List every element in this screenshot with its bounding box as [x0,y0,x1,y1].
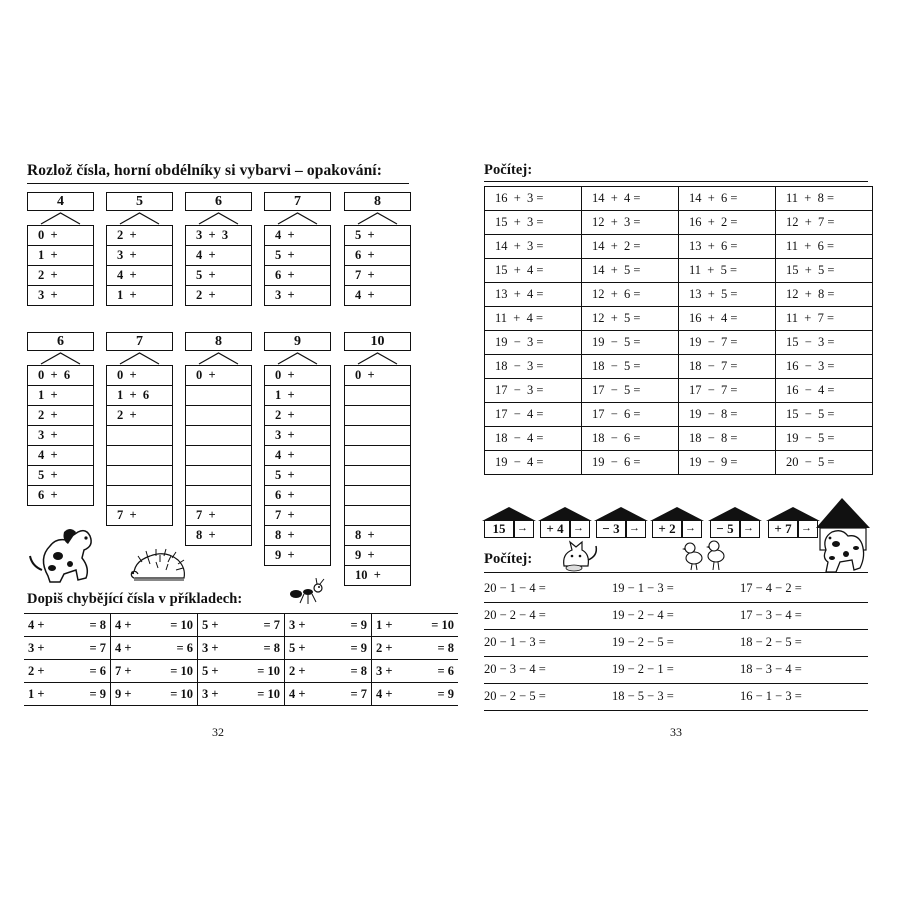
missing-left: 2 + [28,663,45,678]
arrow-icon: → [743,522,754,534]
missing-right: = 7 [89,640,106,655]
grid-cell[interactable]: 12 + 5 = [582,307,679,331]
missing-right: = 8 [437,640,454,655]
missing-cell[interactable] [198,614,285,637]
decomposition-cell[interactable]: 1 + [28,246,93,266]
missing-numbers-title: Dopiš chybějící čísla v příkladech: [27,591,243,607]
decomposition-cell[interactable] [186,486,251,506]
hedgehog-illustration [128,548,190,586]
decomposition-cells [27,225,94,306]
missing-right: = 10 [257,686,280,701]
right-title2-underline [484,572,868,573]
decomposition-house [106,332,173,526]
missing-left: 7 + [115,663,132,678]
decomposition-cell[interactable]: 6 + [265,486,330,506]
decomposition-cell[interactable]: 7 + [265,506,330,526]
cat-illustration [558,536,602,574]
decomposition-cell[interactable]: 1 + [107,286,172,306]
grid-cell[interactable]: 12 + 6 = [582,283,679,307]
grid-cell[interactable]: 12 + 7 = [776,211,873,235]
decomposition-cell[interactable]: 7 + [107,506,172,526]
decomposition-cell[interactable]: 0 + [265,366,330,386]
page-number-right: 33 [670,725,682,739]
house-number: 6 [185,192,252,211]
grid-cell[interactable]: 17 − 6 = [582,403,679,427]
missing-left: 5 + [289,640,306,655]
house-number: 10 [344,332,411,351]
decomposition-cells [106,365,173,526]
missing-cell[interactable] [24,637,111,660]
missing-right: = 9 [350,617,367,632]
missing-right: = 7 [350,686,367,701]
missing-left: 4 + [115,640,132,655]
arrow-icon: → [629,522,640,534]
decomposition-house [185,332,252,546]
grid-cell[interactable]: 18 − 7 = [679,355,776,379]
missing-right: = 10 [431,617,454,632]
missing-cell[interactable] [24,683,111,706]
decomposition-cell[interactable]: 2 + [28,266,93,286]
missing-left: 3 + [28,640,45,655]
decomposition-cell[interactable]: 3 + [28,286,93,306]
right-page-title: Počítej: [484,162,533,178]
missing-cell[interactable] [285,683,372,706]
arrow-icon: → [801,522,812,534]
split-chevron [106,351,173,365]
missing-left: 1 + [28,686,45,701]
grid-cell[interactable]: 12 + 8 = [776,283,873,307]
grid-cell[interactable]: 16 + 3 = [485,187,582,211]
decomposition-cell[interactable]: 2 + [186,286,251,306]
missing-right: = 6 [176,640,193,655]
train-operation: + 7 [768,520,798,538]
missing-left: 9 + [115,686,132,701]
grid-cell[interactable]: 18 − 3 = [485,355,582,379]
exercise-item[interactable]: 20 − 1 − 4 = [484,581,546,595]
decomposition-cell[interactable]: 8 + [345,526,410,546]
train-operation: − 3 [596,520,626,538]
missing-cell[interactable] [372,683,459,706]
missing-right: = 6 [89,663,106,678]
house-number: 5 [106,192,173,211]
missing-right: = 10 [170,663,193,678]
grid-cell[interactable]: 19 − 8 = [679,403,776,427]
decomposition-cell[interactable]: 0 + [186,366,251,386]
train-operation: − 5 [710,520,740,538]
missing-cell[interactable] [285,660,372,683]
decomposition-cell[interactable]: 5 + [265,466,330,486]
decomposition-cell[interactable]: 9 + [345,546,410,566]
split-chevron [344,211,411,225]
grid-cell[interactable]: 12 + 3 = [582,211,679,235]
decomposition-cell[interactable]: 0 + [345,366,410,386]
train-operation: + 2 [652,520,682,538]
decomposition-cell[interactable] [186,406,251,426]
decomposition-cells [264,365,331,566]
grid-cell[interactable]: 18 − 5 = [582,355,679,379]
split-chevron [185,351,252,365]
grid-cell[interactable]: 13 + 4 = [485,283,582,307]
missing-numbers-table [24,613,458,706]
exercise-item[interactable]: 16 − 1 − 3 = [740,689,802,703]
missing-row [24,614,458,637]
exercise-item[interactable]: 20 − 2 − 4 = [484,608,546,622]
decomposition-cell[interactable] [345,486,410,506]
decomposition-cells [106,225,173,306]
grid-cell[interactable]: 19 − 5 = [582,331,679,355]
missing-left: 5 + [202,617,219,632]
decomposition-cell[interactable]: 4 + [107,266,172,286]
decomposition-cell[interactable]: 7 + [186,506,251,526]
grid-cell[interactable]: 15 − 5 = [776,403,873,427]
missing-right: = 9 [89,686,106,701]
split-chevron [185,211,252,225]
decomposition-cell[interactable] [186,426,251,446]
exercise-item[interactable]: 19 − 2 − 4 = [612,608,674,622]
house-number: 8 [185,332,252,351]
grid-cell[interactable]: 19 − 7 = [679,331,776,355]
decomposition-cell[interactable] [186,446,251,466]
decomposition-cell[interactable]: 6 + [28,486,93,506]
missing-right: = 10 [170,617,193,632]
grid-cell[interactable]: 11 + 4 = [485,307,582,331]
arrow-icon: → [685,522,696,534]
decomposition-cell[interactable]: 9 + [265,546,330,566]
grid-row [485,379,873,403]
grid-cell[interactable]: 16 + 4 = [679,307,776,331]
decomposition-cell[interactable] [107,446,172,466]
decomposition-cell[interactable] [345,506,410,526]
grid-cell[interactable]: 14 + 2 = [582,235,679,259]
exercise-row [484,603,868,630]
exercise-item[interactable]: 20 − 2 − 5 = [484,689,546,703]
house-number: 7 [264,192,331,211]
exercise-item[interactable]: 20 − 3 − 4 = [484,662,546,676]
grid-cell[interactable]: 18 − 8 = [679,427,776,451]
decomposition-cell[interactable]: 10 + [345,566,410,586]
decomposition-cell[interactable]: 3 + [265,426,330,446]
decomposition-cell[interactable]: 3 + [28,426,93,446]
missing-left: 3 + [202,640,219,655]
grid-row [485,403,873,427]
missing-cell[interactable] [111,660,198,683]
page-number-left: 32 [212,725,224,739]
missing-cell[interactable] [372,614,459,637]
decomposition-cell[interactable] [107,426,172,446]
split-chevron [106,211,173,225]
arrow-icon: → [573,522,584,534]
missing-left: 4 + [115,617,132,632]
grid-cell[interactable]: 17 − 5 = [582,379,679,403]
decomposition-cell[interactable]: 5 + [186,266,251,286]
decomposition-house [27,332,94,506]
missing-left: 3 + [376,663,393,678]
decomposition-cell[interactable] [186,466,251,486]
missing-cell[interactable] [285,637,372,660]
exercise-item[interactable]: 18 − 3 − 4 = [740,662,802,676]
missing-right: = 8 [89,617,106,632]
decomposition-house [344,192,411,306]
decomposition-cell[interactable]: 3 + 3 [186,226,251,246]
exercise-item[interactable]: 18 − 5 − 3 = [612,689,674,703]
split-chevron [264,351,331,365]
exercise-row [484,576,868,603]
train-operation: 15 [484,520,514,538]
grid-cell[interactable]: 20 − 5 = [776,451,873,475]
missing-left: 1 + [376,617,393,632]
decomposition-cell[interactable]: 4 + [28,446,93,466]
decomposition-cell[interactable]: 6 + [265,266,330,286]
decomposition-cell[interactable]: 4 + [186,246,251,266]
missing-cell[interactable] [198,683,285,706]
exercise-row [484,657,868,684]
decomposition-cell[interactable]: 2 + [107,226,172,246]
dog-illustration [20,518,100,586]
decomposition-cells [344,225,411,306]
missing-right: = 10 [257,663,280,678]
chicks-illustration [680,536,730,574]
split-chevron [27,351,94,365]
grid-cell[interactable]: 14 + 6 = [679,187,776,211]
missing-right: = 9 [350,640,367,655]
decomposition-cell[interactable] [107,486,172,506]
grid-row [485,235,873,259]
grid-cell[interactable]: 13 + 5 = [679,283,776,307]
decomposition-cell[interactable]: 3 + [107,246,172,266]
arrow-icon: → [517,522,528,534]
grid-cell[interactable]: 14 + 4 = [582,187,679,211]
decomposition-cell[interactable] [107,466,172,486]
split-chevron [264,211,331,225]
missing-left: 2 + [376,640,393,655]
missing-cell[interactable] [111,637,198,660]
decomposition-cell[interactable] [345,426,410,446]
grid-cell[interactable]: 19 − 3 = [485,331,582,355]
missing-right: = 6 [437,663,454,678]
missing-left: 3 + [289,617,306,632]
grid-cell[interactable]: 11 + 7 = [776,307,873,331]
addition-subtraction-grid [484,186,873,475]
exercise-item[interactable]: 19 − 1 − 3 = [612,581,674,595]
grid-cell[interactable]: 19 − 4 = [485,451,582,475]
grid-cell[interactable]: 16 − 4 = [776,379,873,403]
grid-cell[interactable]: 14 + 3 = [485,235,582,259]
decomposition-cell[interactable]: 0 + 6 [28,366,93,386]
missing-cell[interactable] [24,660,111,683]
grid-cell[interactable]: 17 − 4 = [485,403,582,427]
grid-row [485,331,873,355]
grid-cell[interactable]: 19 − 5 = [776,427,873,451]
missing-cell[interactable] [111,683,198,706]
grid-row [485,355,873,379]
grid-cell[interactable]: 11 + 8 = [776,187,873,211]
missing-left: 2 + [289,663,306,678]
decomposition-cell[interactable]: 7 + [345,266,410,286]
grid-cell[interactable]: 11 + 5 = [679,259,776,283]
house-number: 4 [27,192,94,211]
left-title-underline [27,183,409,184]
exercise-item[interactable]: 17 − 4 − 2 = [740,581,802,595]
grid-cell[interactable]: 16 + 2 = [679,211,776,235]
grid-row [485,427,873,451]
decomposition-cell[interactable]: 0 + [28,226,93,246]
grid-row [485,259,873,283]
train-operation: + 4 [540,520,570,538]
decomposition-cell[interactable] [186,386,251,406]
grid-cell[interactable]: 19 − 9 = [679,451,776,475]
decomposition-house [106,192,173,306]
grid-cell[interactable]: 15 + 5 = [776,259,873,283]
decomposition-cell[interactable]: 1 + 6 [107,386,172,406]
grid-cell[interactable]: 17 − 3 = [485,379,582,403]
exercise-item[interactable]: 19 − 2 − 5 = [612,635,674,649]
grid-row [485,451,873,475]
decomposition-cell[interactable] [345,446,410,466]
decomposition-cells [264,225,331,306]
decomposition-cell[interactable] [345,466,410,486]
decomposition-cell[interactable]: 4 + [345,286,410,306]
missing-row [24,660,458,683]
grid-cell[interactable]: 16 − 3 = [776,355,873,379]
missing-cell[interactable] [198,637,285,660]
exercise-row [484,684,868,711]
split-chevron [344,351,411,365]
missing-right: = 8 [263,640,280,655]
house-number: 9 [264,332,331,351]
decomposition-cell[interactable]: 4 + [265,226,330,246]
missing-left: 4 + [376,686,393,701]
decomposition-house [27,192,94,306]
grid-cell[interactable]: 15 − 3 = [776,331,873,355]
missing-left: 3 + [202,686,219,701]
grid-cell[interactable]: 15 + 3 = [485,211,582,235]
split-chevron [27,211,94,225]
grid-cell[interactable]: 18 − 6 = [582,427,679,451]
decomposition-cell[interactable]: 1 + [28,386,93,406]
decomposition-cells [27,365,94,506]
decomposition-cell[interactable]: 5 + [28,466,93,486]
grid-row [485,307,873,331]
decomposition-cell[interactable]: 8 + [186,526,251,546]
grid-cell[interactable]: 19 − 6 = [582,451,679,475]
missing-left: 5 + [202,663,219,678]
missing-right: = 9 [437,686,454,701]
grid-row [485,211,873,235]
decomposition-cell[interactable]: 1 + [265,386,330,406]
grid-cell[interactable]: 18 − 4 = [485,427,582,451]
decomposition-cells [344,365,411,586]
missing-right: = 7 [263,617,280,632]
missing-cell[interactable] [198,660,285,683]
missing-cell[interactable] [372,660,459,683]
missing-cell[interactable] [111,614,198,637]
decomposition-cell[interactable]: 6 + [345,246,410,266]
missing-row [24,637,458,660]
house-number: 8 [344,192,411,211]
decomposition-house [344,332,411,586]
grid-cell[interactable]: 17 − 7 = [679,379,776,403]
ant-illustration [286,578,330,606]
decomposition-cells [185,225,252,306]
grid-row [485,283,873,307]
grid-cell[interactable]: 15 + 4 = [485,259,582,283]
decomposition-cell[interactable]: 5 + [345,226,410,246]
missing-left: 4 + [28,617,45,632]
exercise-row [484,630,868,657]
decomposition-cell[interactable]: 3 + [265,286,330,306]
left-page-title: Rozlož čísla, horní obdélníky si vybarvi – opakování: [27,162,382,179]
missing-cell[interactable] [285,614,372,637]
dalmatian-illustration [812,494,878,578]
decomposition-cell[interactable]: 4 + [265,446,330,466]
missing-cell[interactable] [372,637,459,660]
exercise-item[interactable]: 19 − 2 − 1 = [612,662,674,676]
decomposition-cell[interactable]: 2 + [107,406,172,426]
exercise-item[interactable]: 17 − 3 − 4 = [740,608,802,622]
decomposition-cell[interactable]: 0 + [107,366,172,386]
missing-cell[interactable] [24,614,111,637]
grid-cell[interactable]: 14 + 5 = [582,259,679,283]
decomposition-cells [185,365,252,546]
right-page-title-2: Počítej: [484,551,533,567]
grid-cell[interactable]: 11 + 6 = [776,235,873,259]
decomposition-cell[interactable]: 8 + [265,526,330,546]
grid-row [485,187,873,211]
house-number: 6 [27,332,94,351]
house-number: 7 [106,332,173,351]
exercise-item[interactable]: 20 − 1 − 3 = [484,635,546,649]
exercise-item[interactable]: 18 − 2 − 5 = [740,635,802,649]
decomposition-cell[interactable] [345,386,410,406]
decomposition-cell[interactable]: 5 + [265,246,330,266]
missing-right: = 8 [350,663,367,678]
decomposition-cell[interactable]: 2 + [28,406,93,426]
grid-cell[interactable]: 13 + 6 = [679,235,776,259]
right-title-underline [484,181,868,182]
missing-left: 4 + [289,686,306,701]
decomposition-house [185,192,252,306]
missing-row [24,683,458,706]
decomposition-cell[interactable] [345,406,410,426]
decomposition-house [264,332,331,566]
missing-right: = 10 [170,686,193,701]
decomposition-house [264,192,331,306]
decomposition-cell[interactable]: 2 + [265,406,330,426]
